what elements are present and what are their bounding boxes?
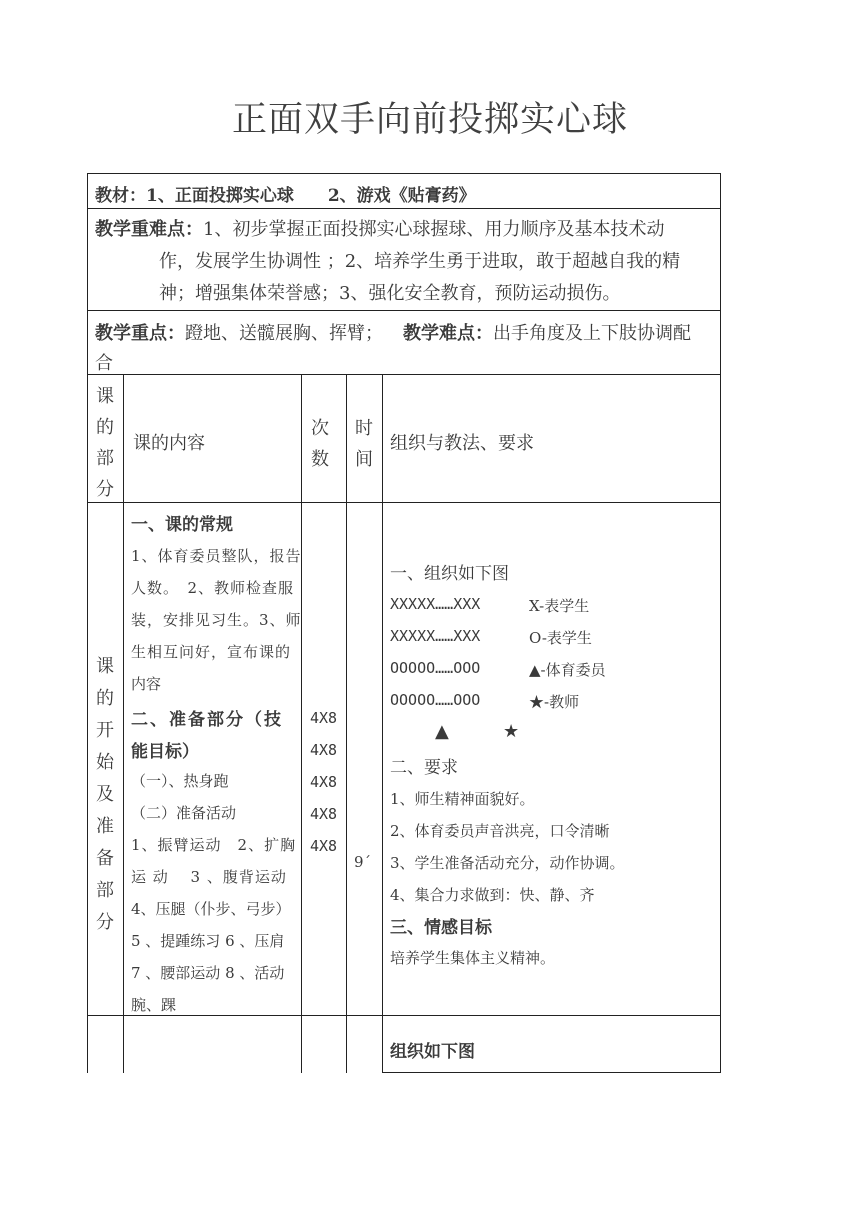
legend-item: ▲-体育委员 — [529, 661, 606, 679]
row-divider — [87, 310, 721, 311]
difficulty-text: 出手角度及上下肢协调配 — [493, 323, 691, 344]
prep-heading-line1: 二、准备部分（技 — [131, 710, 283, 730]
count-value: 4X8 — [310, 709, 338, 727]
materials-text: 1、正面投掷实心球 2、游戏《贴膏药》 — [146, 186, 476, 206]
prep-item: 1、振臂运动 2、扩胸 — [131, 836, 297, 854]
prep-item: 7 、腰部运动 8 、活动 — [131, 964, 285, 982]
legend-item: O-表学生 — [529, 629, 592, 647]
emotion-goal-heading: 三、情感目标 — [390, 918, 492, 938]
key-points-line1 — [95, 319, 691, 345]
prep-item: 5 、提踵练习 6 、压肩 — [131, 932, 285, 950]
prep-item: （一）、热身跑 — [131, 772, 229, 790]
formation-row: XXXXX……XXX — [390, 627, 481, 645]
emotion-goal-text: 培养学生集体主义精神。 — [390, 949, 556, 967]
requirement-item: 4、集合力求做到：快、静、齐 — [390, 886, 595, 904]
lesson-plan-table — [87, 173, 721, 1073]
header-org: 组织与教法、要求 — [390, 433, 534, 454]
row-divider — [87, 1015, 721, 1016]
time-value: 9ˊ — [354, 853, 372, 871]
materials-label: 教材： — [95, 186, 146, 206]
legend-item: ★-教师 — [529, 693, 580, 711]
count-value: 4X8 — [310, 837, 338, 855]
col-divider — [301, 374, 302, 1073]
section1-part: 课 的 开 始 及 准 备 部 分 — [96, 656, 114, 933]
prep-item: 4、压腿（仆步、弓步） — [131, 900, 291, 918]
table-border-top — [87, 173, 721, 174]
key-points-line2: 合 — [95, 353, 113, 374]
table-border-right — [720, 173, 721, 1073]
routine-line: 内容 — [131, 675, 162, 693]
prep-item: 运 动 3 、腹背运动 — [131, 868, 287, 886]
header-time: 时 间 — [355, 418, 373, 470]
page-title: 正面双手向前投掷实心球 — [231, 100, 628, 140]
key-point-label: 教学重点： — [95, 323, 185, 344]
header-count: 次 数 — [311, 418, 329, 470]
key-difficulty-line1 — [95, 215, 664, 241]
requirements-heading: 二、要求 — [390, 758, 458, 778]
formation-row: OOOOO……OOO — [390, 659, 481, 677]
col-divider — [346, 374, 347, 1073]
key-difficulty-line3: 神；增强集体荣誉感；3、强化安全教育，预防运动损伤。 — [159, 283, 621, 304]
requirement-item: 1、师生精神面貌好。 — [390, 790, 535, 808]
routine-line: 装，安排见习生。3、师 — [131, 611, 302, 629]
header-part: 课 的 部 分 — [96, 386, 114, 500]
row-divider — [87, 502, 721, 503]
routine-line: 人数。 2、教师检查服 — [131, 579, 295, 597]
section2-org-heading: 组织如下图 — [390, 1042, 475, 1062]
requirement-item: 2、体育委员声音洪亮，口令清晰 — [390, 822, 610, 840]
captain-marker-icon: ▲ — [435, 721, 449, 742]
col-divider — [123, 374, 124, 1073]
prep-item: 腕、踝 — [131, 996, 177, 1014]
routine-heading: 一、课的常规 — [131, 515, 233, 535]
requirement-item: 3、学生准备活动充分，动作协调。 — [390, 854, 625, 872]
table-border-left — [87, 173, 88, 1073]
routine-line: 生相互问好，宣布课的 — [131, 643, 292, 661]
col-divider — [382, 374, 383, 1073]
count-value: 4X8 — [310, 805, 338, 823]
count-value: 4X8 — [310, 773, 338, 791]
formation-row: OOOOO……OOO — [390, 691, 481, 709]
teacher-star-icon: ★ — [503, 721, 520, 742]
routine-line: 1、体育委员整队，报告 — [131, 547, 302, 565]
row-divider — [87, 208, 721, 209]
count-value: 4X8 — [310, 741, 338, 759]
legend-item: X-表学生 — [529, 597, 590, 615]
table-border-bottom — [382, 1072, 721, 1073]
materials-row — [95, 181, 476, 206]
key-difficulty-label: 教学重难点： — [95, 219, 203, 240]
header-content: 课的内容 — [133, 433, 205, 454]
formation-row: XXXXX……XXX — [390, 595, 481, 613]
difficulty-label: 教学难点： — [403, 323, 493, 344]
key-difficulty-line2: 作，发展学生协调性 ；2、培养学生勇于进取，敢于超越自我的精 — [159, 251, 681, 272]
row-divider — [87, 374, 721, 375]
org-heading: 一、组织如下图 — [390, 564, 509, 584]
prep-heading-line2: 能目标） — [131, 742, 199, 762]
key-point-text: 蹬地、送髋展胸、挥臂； — [185, 323, 383, 344]
prep-item: （二）准备活动 — [131, 804, 237, 822]
key-difficulty-text: 1、初步掌握正面投掷实心球握球、用力顺序及基本技术动 — [203, 219, 665, 240]
